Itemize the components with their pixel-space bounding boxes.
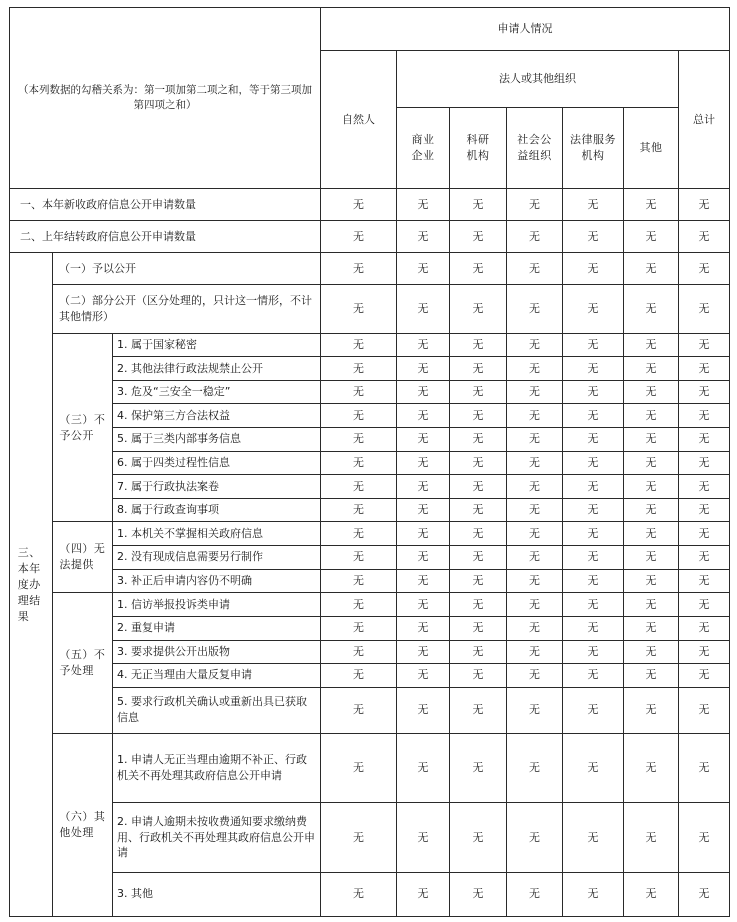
value-cell: 无 [624, 498, 679, 522]
value-cell: 无 [450, 404, 507, 428]
value-cell: 无 [507, 404, 563, 428]
table-row [10, 221, 730, 253]
org-type-header [397, 108, 450, 188]
value-cell: 无 [397, 451, 450, 475]
value-cell: 无 [507, 664, 563, 688]
value-cell: 无 [450, 451, 507, 475]
value-cell: 无 [624, 451, 679, 475]
value-cell: 无 [679, 498, 730, 522]
value-cell: 无 [321, 569, 397, 593]
value-cell: 无 [679, 188, 730, 220]
value-cell: 无 [624, 640, 679, 664]
section-label [10, 253, 53, 917]
org-type-header [450, 108, 507, 188]
row-label: 3. 其他 [113, 872, 321, 916]
value-cell: 无 [397, 285, 450, 333]
value-cell: 无 [450, 569, 507, 593]
value-cell: 无 [679, 872, 730, 916]
row-label: 8. 属于行政查询事项 [113, 498, 321, 522]
value-cell: 无 [321, 357, 397, 381]
row-label: 7. 属于行政执法案卷 [113, 475, 321, 499]
value-cell: 无 [563, 380, 624, 404]
value-cell: 无 [507, 188, 563, 220]
value-cell: 无 [321, 803, 397, 872]
value-cell: 无 [450, 593, 507, 617]
value-cell: 无 [563, 333, 624, 357]
value-cell: 无 [624, 380, 679, 404]
value-cell: 无 [679, 428, 730, 452]
org-type-header [507, 108, 563, 188]
value-cell: 无 [507, 616, 563, 640]
table-row [10, 546, 730, 570]
value-cell: 无 [321, 733, 397, 802]
group-label-text: （四）无法提供 [59, 542, 106, 572]
value-cell: 无 [450, 546, 507, 570]
value-cell: 无 [679, 733, 730, 802]
group-label-text: （六）其他处理 [59, 810, 106, 839]
table-row [10, 640, 730, 664]
table-row [10, 872, 730, 916]
total-header: 总计 [679, 51, 730, 189]
value-cell: 无 [397, 522, 450, 546]
value-cell: 无 [321, 285, 397, 333]
value-cell: 无 [563, 687, 624, 733]
value-cell: 无 [507, 253, 563, 285]
value-cell: 无 [321, 522, 397, 546]
row-label: 2. 重复申请 [113, 616, 321, 640]
value-cell: 无 [679, 285, 730, 333]
value-cell: 无 [507, 803, 563, 872]
value-cell: 无 [507, 380, 563, 404]
value-cell: 无 [679, 687, 730, 733]
value-cell: 无 [397, 188, 450, 220]
value-cell: 无 [624, 687, 679, 733]
value-cell: 无 [624, 253, 679, 285]
row-label: 4. 无正当理由大量反复申请 [113, 664, 321, 688]
value-cell: 无 [450, 872, 507, 916]
value-cell: 无 [624, 357, 679, 381]
row-label: （二）部分公开（区分处理的，只计这一情形，不计其他情形） [53, 285, 321, 333]
value-cell: 无 [450, 428, 507, 452]
table-note: （本列数据的勾稽关系为：第一项加第二项之和，等于第三项加第四项之和） [10, 8, 321, 189]
value-cell: 无 [679, 616, 730, 640]
value-cell: 无 [397, 333, 450, 357]
row-label: 3. 要求提供公开出版物 [113, 640, 321, 664]
value-cell: 无 [450, 733, 507, 802]
value-cell: 无 [397, 640, 450, 664]
value-cell: 无 [397, 616, 450, 640]
value-cell: 无 [679, 569, 730, 593]
gov-info-disclosure-table [9, 7, 730, 917]
table-row [10, 569, 730, 593]
value-cell: 无 [679, 664, 730, 688]
table-row [10, 451, 730, 475]
value-cell: 无 [397, 475, 450, 499]
value-cell: 无 [507, 687, 563, 733]
value-cell: 无 [624, 221, 679, 253]
value-cell: 无 [563, 498, 624, 522]
value-cell: 无 [397, 404, 450, 428]
value-cell: 无 [563, 522, 624, 546]
table-row [10, 498, 730, 522]
value-cell: 无 [507, 522, 563, 546]
value-cell: 无 [624, 616, 679, 640]
value-cell: 无 [624, 872, 679, 916]
group-label [53, 333, 113, 522]
value-cell: 无 [624, 333, 679, 357]
value-cell: 无 [563, 404, 624, 428]
value-cell: 无 [507, 546, 563, 570]
row-label: 5. 属于三类内部事务信息 [113, 428, 321, 452]
table-row [10, 333, 730, 357]
value-cell: 无 [563, 640, 624, 664]
value-cell: 无 [507, 357, 563, 381]
value-cell: 无 [321, 616, 397, 640]
value-cell: 无 [450, 357, 507, 381]
table-row [10, 616, 730, 640]
value-cell: 无 [321, 872, 397, 916]
value-cell: 无 [321, 451, 397, 475]
value-cell: 无 [397, 380, 450, 404]
table-row [10, 253, 730, 285]
row-label: 1. 信访举报投诉类申请 [113, 593, 321, 617]
value-cell: 无 [321, 188, 397, 220]
row-label: 3. 补正后申请内容仍不明确 [113, 569, 321, 593]
value-cell: 无 [450, 522, 507, 546]
value-cell: 无 [563, 357, 624, 381]
legal-group-header: 法人或其他组织 [397, 51, 679, 108]
value-cell: 无 [507, 285, 563, 333]
org-type-label: 商业企业 [411, 133, 435, 163]
value-cell: 无 [624, 593, 679, 617]
value-cell: 无 [679, 253, 730, 285]
value-cell: 无 [563, 664, 624, 688]
value-cell: 无 [624, 428, 679, 452]
value-cell: 无 [450, 498, 507, 522]
value-cell: 无 [397, 733, 450, 802]
row-label: （一）予以公开 [53, 253, 321, 285]
row-label: 6. 属于四类过程性信息 [113, 451, 321, 475]
value-cell: 无 [507, 872, 563, 916]
value-cell: 无 [397, 593, 450, 617]
value-cell: 无 [679, 357, 730, 381]
value-cell: 无 [321, 221, 397, 253]
group-label [53, 593, 113, 734]
value-cell: 无 [624, 664, 679, 688]
group-label-text: （三）不予公开 [59, 412, 106, 442]
value-cell: 无 [321, 687, 397, 733]
value-cell: 无 [679, 333, 730, 357]
value-cell: 无 [450, 221, 507, 253]
table-row [10, 733, 730, 802]
value-cell: 无 [624, 803, 679, 872]
table-row [10, 687, 730, 733]
value-cell: 无 [397, 546, 450, 570]
table-row [10, 664, 730, 688]
value-cell: 无 [397, 357, 450, 381]
value-cell: 无 [507, 221, 563, 253]
org-type-label: 科研机构 [466, 133, 490, 163]
group-label [53, 522, 113, 593]
value-cell: 无 [507, 475, 563, 499]
value-cell: 无 [563, 872, 624, 916]
value-cell: 无 [450, 188, 507, 220]
table-row [10, 522, 730, 546]
value-cell: 无 [679, 593, 730, 617]
value-cell: 无 [321, 546, 397, 570]
applicant-group-header: 申请人情况 [321, 8, 730, 51]
value-cell: 无 [397, 221, 450, 253]
value-cell: 无 [321, 428, 397, 452]
value-cell: 无 [563, 593, 624, 617]
value-cell: 无 [397, 687, 450, 733]
value-cell: 无 [624, 188, 679, 220]
org-type-label: 其他 [639, 141, 663, 155]
value-cell: 无 [679, 640, 730, 664]
table-row [10, 188, 730, 220]
value-cell: 无 [624, 546, 679, 570]
value-cell: 无 [624, 285, 679, 333]
section-label-text: 三、本年度办理结果 [17, 545, 41, 623]
value-cell: 无 [507, 569, 563, 593]
value-cell: 无 [321, 475, 397, 499]
value-cell: 无 [450, 803, 507, 872]
table-row [10, 285, 730, 333]
value-cell: 无 [321, 664, 397, 688]
value-cell: 无 [507, 451, 563, 475]
value-cell: 无 [624, 522, 679, 546]
value-cell: 无 [563, 253, 624, 285]
value-cell: 无 [624, 404, 679, 428]
value-cell: 无 [563, 188, 624, 220]
value-cell: 无 [563, 451, 624, 475]
value-cell: 无 [624, 475, 679, 499]
value-cell: 无 [397, 569, 450, 593]
value-cell: 无 [321, 333, 397, 357]
row-label: 一、本年新收政府信息公开申请数量 [10, 188, 321, 220]
row-label: 4. 保护第三方合法权益 [113, 404, 321, 428]
value-cell: 无 [624, 733, 679, 802]
value-cell: 无 [450, 253, 507, 285]
value-cell: 无 [450, 380, 507, 404]
group-label [53, 733, 113, 916]
table-row [10, 593, 730, 617]
value-cell: 无 [450, 285, 507, 333]
row-label: 2. 其他法律行政法规禁止公开 [113, 357, 321, 381]
value-cell: 无 [507, 498, 563, 522]
value-cell: 无 [450, 640, 507, 664]
value-cell: 无 [563, 803, 624, 872]
value-cell: 无 [397, 428, 450, 452]
value-cell: 无 [397, 498, 450, 522]
table-row [10, 380, 730, 404]
value-cell: 无 [563, 616, 624, 640]
value-cell: 无 [397, 664, 450, 688]
table-row [10, 357, 730, 381]
table-row [10, 475, 730, 499]
value-cell: 无 [563, 733, 624, 802]
value-cell: 无 [397, 803, 450, 872]
value-cell: 无 [321, 253, 397, 285]
table-row [10, 428, 730, 452]
value-cell: 无 [563, 285, 624, 333]
org-type-label: 社会公益组织 [517, 133, 552, 163]
value-cell: 无 [321, 380, 397, 404]
value-cell: 无 [563, 221, 624, 253]
value-cell: 无 [507, 428, 563, 452]
row-label: 1. 属于国家秘密 [113, 333, 321, 357]
value-cell: 无 [679, 380, 730, 404]
row-label: 3. 危及“三安全一稳定” [113, 380, 321, 404]
value-cell: 无 [679, 522, 730, 546]
row-label: 2. 申请人逾期未按收费通知要求缴纳费用、行政机关不再处理其政府信息公开申请 [113, 803, 321, 872]
org-type-header [563, 108, 624, 188]
value-cell: 无 [679, 546, 730, 570]
row-label: 二、上年结转政府信息公开申请数量 [10, 221, 321, 253]
value-cell: 无 [450, 687, 507, 733]
row-label: 2. 没有现成信息需要另行制作 [113, 546, 321, 570]
natural-person-header: 自然人 [321, 51, 397, 189]
value-cell: 无 [321, 640, 397, 664]
group-label-text: （五）不予处理 [59, 648, 106, 678]
row-label: 1. 本机关不掌握相关政府信息 [113, 522, 321, 546]
value-cell: 无 [321, 593, 397, 617]
value-cell: 无 [563, 546, 624, 570]
value-cell: 无 [563, 569, 624, 593]
value-cell: 无 [507, 333, 563, 357]
table-row [10, 404, 730, 428]
value-cell: 无 [321, 498, 397, 522]
row-label: 1. 申请人无正当理由逾期不补正、行政机关不再处理其政府信息公开申请 [113, 733, 321, 802]
value-cell: 无 [507, 640, 563, 664]
row-label: 5. 要求行政机关确认或重新出具已获取信息 [113, 687, 321, 733]
value-cell: 无 [679, 451, 730, 475]
value-cell: 无 [679, 404, 730, 428]
value-cell: 无 [450, 333, 507, 357]
value-cell: 无 [397, 872, 450, 916]
value-cell: 无 [624, 569, 679, 593]
value-cell: 无 [679, 475, 730, 499]
value-cell: 无 [563, 475, 624, 499]
value-cell: 无 [679, 221, 730, 253]
value-cell: 无 [321, 404, 397, 428]
value-cell: 无 [450, 475, 507, 499]
org-type-label: 法律服务机构 [570, 133, 617, 163]
value-cell: 无 [450, 664, 507, 688]
org-type-header [624, 108, 679, 188]
value-cell: 无 [507, 733, 563, 802]
value-cell: 无 [450, 616, 507, 640]
value-cell: 无 [507, 593, 563, 617]
value-cell: 无 [563, 428, 624, 452]
value-cell: 无 [397, 253, 450, 285]
value-cell: 无 [679, 803, 730, 872]
table-row [10, 803, 730, 872]
